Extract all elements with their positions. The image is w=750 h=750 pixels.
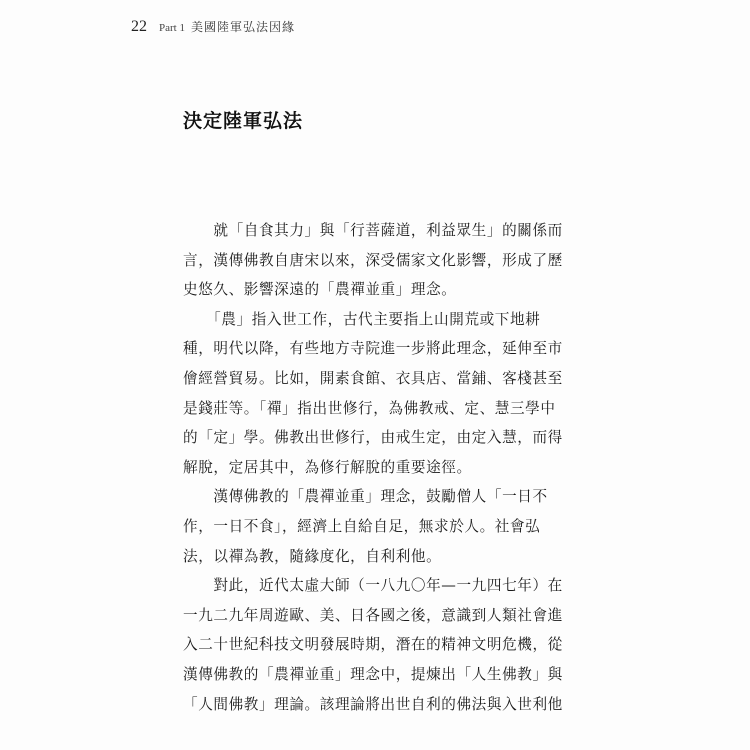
- text-line: 作，一日不食」，經濟上自給自足，無求於人。社會弘: [183, 517, 541, 535]
- body-text: [183, 216, 593, 719]
- text-line: 法，以禪為教，隨緣度化，自利利他。: [183, 547, 442, 565]
- text-line: 言，漢傳佛教自唐宋以來，深受儒家文化影響，形成了歷: [183, 251, 563, 269]
- text-line: 「農」指入世工作，古代主要指上山開荒或下地耕: [183, 310, 541, 328]
- text-line: 漢傳佛教的「農禪並重」理念，鼓勵僧人「一日不: [183, 488, 548, 506]
- text-line: 儈經營貿易。比如，開素食館、衣具店、當鋪、客棧甚至: [183, 369, 563, 387]
- chapter-title: 美國陸軍弘法因緣: [190, 20, 295, 34]
- text-line: 一九二九年周遊歐、美、日各國之後，意識到人類社會進: [183, 606, 563, 624]
- text-line: 入二十世紀科技文明發展時期，潛在的精神文明危機，從: [183, 636, 563, 654]
- running-header: [131, 18, 295, 36]
- text-line: 「人間佛教」理論。該理論將出世自利的佛法與入世利他: [183, 695, 563, 713]
- part-label: Part 1: [159, 22, 185, 34]
- text-line: 史悠久、影響深遠的「農禪並重」理念。: [183, 281, 457, 299]
- section-heading: 決定陸軍弘法: [183, 110, 304, 132]
- text-line: 種，明代以降，有些地方寺院進一步將此理念，延伸至市: [183, 340, 563, 358]
- text-line: 的「定」學。佛教出世修行，由戒生定，由定入慧，而得: [183, 429, 563, 447]
- page-number: 22: [131, 18, 147, 35]
- text-line: 對此，近代太虛大師（一八九〇年—一九四七年）在: [183, 577, 563, 595]
- text-line: 漢傳佛教的「農禪並重」理念中，提煉出「人生佛教」與: [183, 665, 563, 683]
- text-line: 解脫，定居其中，為修行解脫的重要途徑。: [183, 458, 472, 476]
- text-line: 就「自食其力」與「行菩薩道，利益眾生」的關係而: [183, 222, 563, 239]
- text-line: 是錢莊等。「禪」指出世修行，為佛教戒、定、慧三學中: [183, 399, 556, 417]
